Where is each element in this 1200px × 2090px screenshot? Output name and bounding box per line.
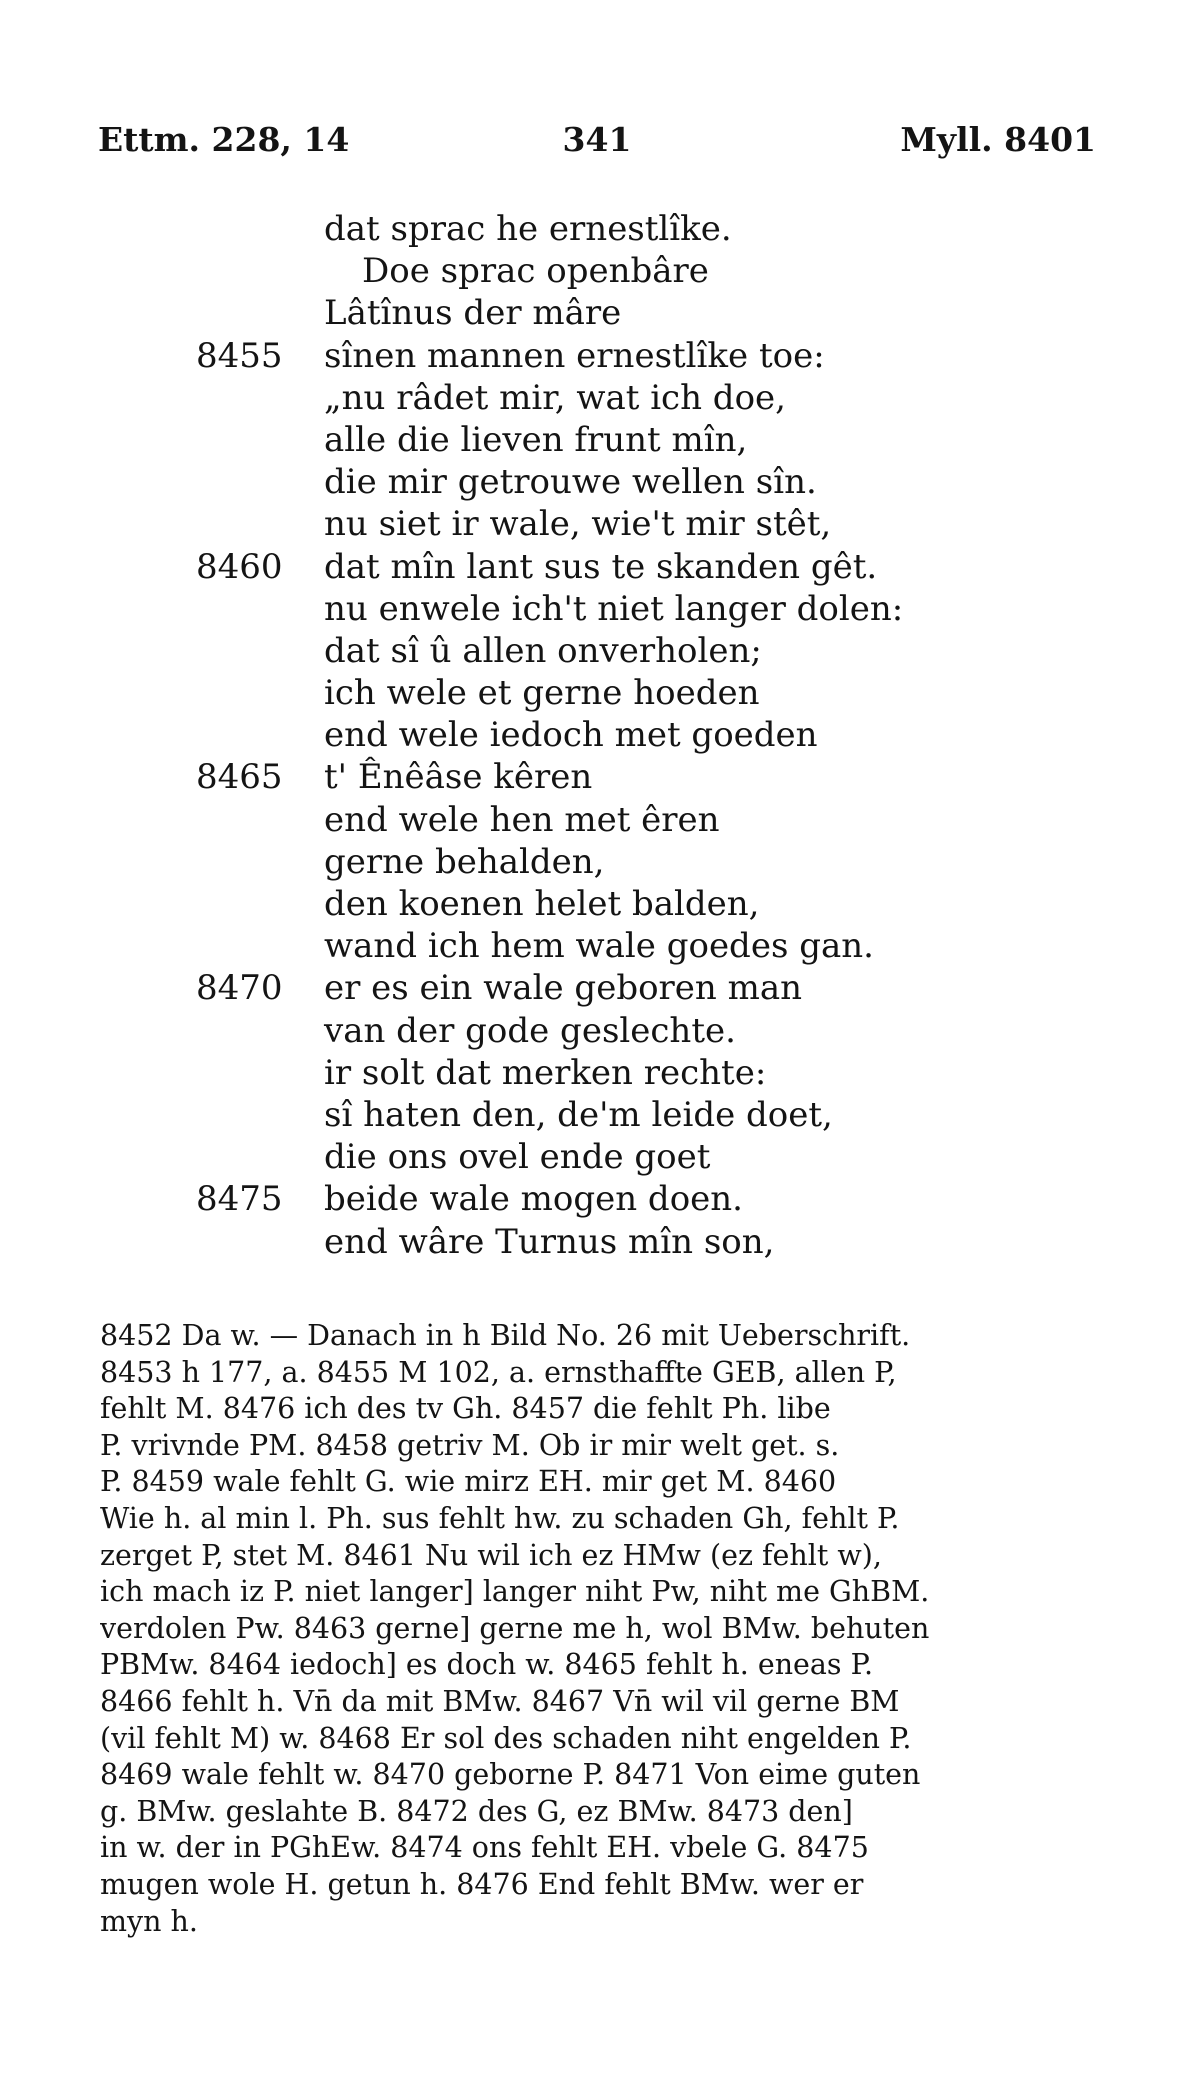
verse-line bbox=[0, 377, 1200, 419]
verse-text-line: t' Ênêâse kêren bbox=[324, 757, 593, 798]
header-right-reference: Myll. 8401 bbox=[900, 120, 1096, 159]
verse-text-line: Lâtînus der mâre bbox=[324, 293, 622, 334]
verse-text-line: ir solt dat merken rechte: bbox=[324, 1052, 767, 1093]
apparatus-line: 8466 fehlt h. Vn̄ da mit BMw. 8467 Vn̄ wil vil gerne BM bbox=[100, 1684, 900, 1718]
apparatus-line: (vil fehlt M) w. 8468 Er sol des schaden niht engelden P. bbox=[100, 1721, 912, 1755]
apparatus-line: P. 8459 wale fehlt G. wie mirz EH. mir get M. 8460 bbox=[100, 1465, 837, 1499]
verse-line bbox=[0, 714, 1200, 756]
verse-text-line: alle die lieven frunt mîn, bbox=[324, 419, 748, 460]
verse-text-line: end wele iedoch met goeden bbox=[324, 715, 818, 756]
apparatus-line: zerget P, stet M. 8461 Nu wil ich ez HMw (ez fehlt w), bbox=[100, 1538, 882, 1572]
line-number: 8460 bbox=[196, 546, 283, 587]
verse-text-line: dat sî û allen onverholen; bbox=[324, 630, 762, 671]
verse-text-line: die ons ovel ende goet bbox=[324, 1137, 711, 1178]
apparatus-line: PBMw. 8464 iedoch] es doch w. 8465 fehlt h. eneas P. bbox=[100, 1648, 874, 1682]
verse-line bbox=[0, 925, 1200, 967]
line-number: 8455 bbox=[196, 335, 283, 376]
apparatus-line: g. BMw. geslahte B. 8472 des G, ez BMw. 8473 den] bbox=[100, 1794, 853, 1828]
apparatus-line: 8453 h 177, a. 8455 M 102, a. ernsthaffte GEB, allen P, bbox=[100, 1355, 897, 1389]
verse-line bbox=[0, 841, 1200, 883]
verse-line bbox=[0, 335, 1200, 377]
line-number: 8470 bbox=[196, 968, 283, 1009]
apparatus-line: myn h. bbox=[100, 1904, 198, 1938]
verse-line bbox=[0, 1094, 1200, 1136]
page-number: 341 bbox=[562, 120, 632, 159]
verse-line bbox=[0, 630, 1200, 672]
running-header bbox=[98, 120, 1096, 164]
verse-line bbox=[0, 292, 1200, 334]
verse-line bbox=[0, 588, 1200, 630]
verse-text-line: dat mîn lant sus te skanden gêt. bbox=[324, 546, 878, 587]
verse-line bbox=[0, 1178, 1200, 1220]
verse-line bbox=[0, 250, 1200, 292]
verse-line bbox=[0, 1010, 1200, 1052]
verse-text-line: beide wale mogen doen. bbox=[324, 1179, 743, 1220]
verse-text-line: den koenen helet balden, bbox=[324, 884, 760, 924]
verse-text-line: nu enwele ich't niet langer dolen: bbox=[324, 588, 904, 629]
apparatus-line: P. vrivnde PM. 8458 getriv M. Ob ir mir welt get. s. bbox=[100, 1428, 840, 1462]
verse-line bbox=[0, 1052, 1200, 1094]
verse-text-line: van der gode geslechte. bbox=[324, 1010, 736, 1051]
verse-text-line: Doe sprac openbâre bbox=[362, 251, 709, 292]
verse-line bbox=[0, 503, 1200, 545]
verse-text-line: sînen mannen ernestlîke toe: bbox=[324, 335, 825, 376]
verse-text-line: sî haten den, de'm leide doet, bbox=[324, 1094, 833, 1135]
verse-line bbox=[0, 419, 1200, 461]
verse-line bbox=[0, 967, 1200, 1009]
verse-text-line: ich wele et gerne hoeden bbox=[324, 673, 760, 714]
verse-text-line: wand ich hem wale goedes gan. bbox=[324, 926, 874, 967]
verse-line bbox=[0, 756, 1200, 798]
verse-text-line: gerne behalden, bbox=[324, 841, 605, 882]
verse-line bbox=[0, 883, 1200, 925]
apparatus-line: Wie h. al min l. Ph. sus fehlt hw. zu schaden Gh, fehlt P. bbox=[100, 1501, 900, 1535]
verse-line bbox=[0, 208, 1200, 250]
apparatus-line: mugen wole H. getun h. 8476 End fehlt BMw. wer er bbox=[100, 1867, 864, 1901]
verse-text-line: end wele hen met êren bbox=[324, 799, 720, 840]
critical-apparatus bbox=[100, 1318, 1100, 1940]
verse-text-line: nu siet ir wale, wie't mir stêt, bbox=[324, 504, 832, 545]
apparatus-line: fehlt M. 8476 ich des tv Gh. 8457 die fehlt Ph. libe bbox=[100, 1392, 831, 1426]
apparatus-line: ich mach iz P. niet langer] langer niht Pw, niht me GhBM. bbox=[100, 1575, 930, 1609]
verse-line bbox=[0, 799, 1200, 841]
verse-line bbox=[0, 461, 1200, 503]
apparatus-line: 8452 Da w. — Danach in h Bild No. 26 mit Ueberschrift. bbox=[100, 1319, 911, 1352]
verse-text-line: dat sprac he ernestlîke. bbox=[324, 209, 732, 249]
verse-text bbox=[0, 208, 1200, 1263]
verse-line bbox=[0, 546, 1200, 588]
header-left-reference: Ettm. 228, 14 bbox=[98, 120, 350, 159]
apparatus-line: in w. der in PGhEw. 8474 ons fehlt EH. vbele G. 8475 bbox=[100, 1831, 869, 1865]
apparatus-line: verdolen Pw. 8463 gerne] gerne me h, wol BMw. behuten bbox=[100, 1611, 930, 1645]
verse-line bbox=[0, 672, 1200, 714]
apparatus-line: 8469 wale fehlt w. 8470 geborne P. 8471 Von eime guten bbox=[100, 1758, 921, 1792]
verse-line bbox=[0, 1136, 1200, 1178]
verse-text-line: er es ein wale geboren man bbox=[324, 968, 803, 1009]
line-number: 8475 bbox=[196, 1179, 283, 1220]
verse-text-line: end wâre Turnus mîn son, bbox=[324, 1221, 775, 1262]
verse-text-line: „nu râdet mir, wat ich doe, bbox=[324, 377, 786, 418]
verse-line bbox=[0, 1221, 1200, 1263]
verse-text-line: die mir getrouwe wellen sîn. bbox=[324, 462, 817, 503]
line-number: 8465 bbox=[196, 757, 283, 798]
